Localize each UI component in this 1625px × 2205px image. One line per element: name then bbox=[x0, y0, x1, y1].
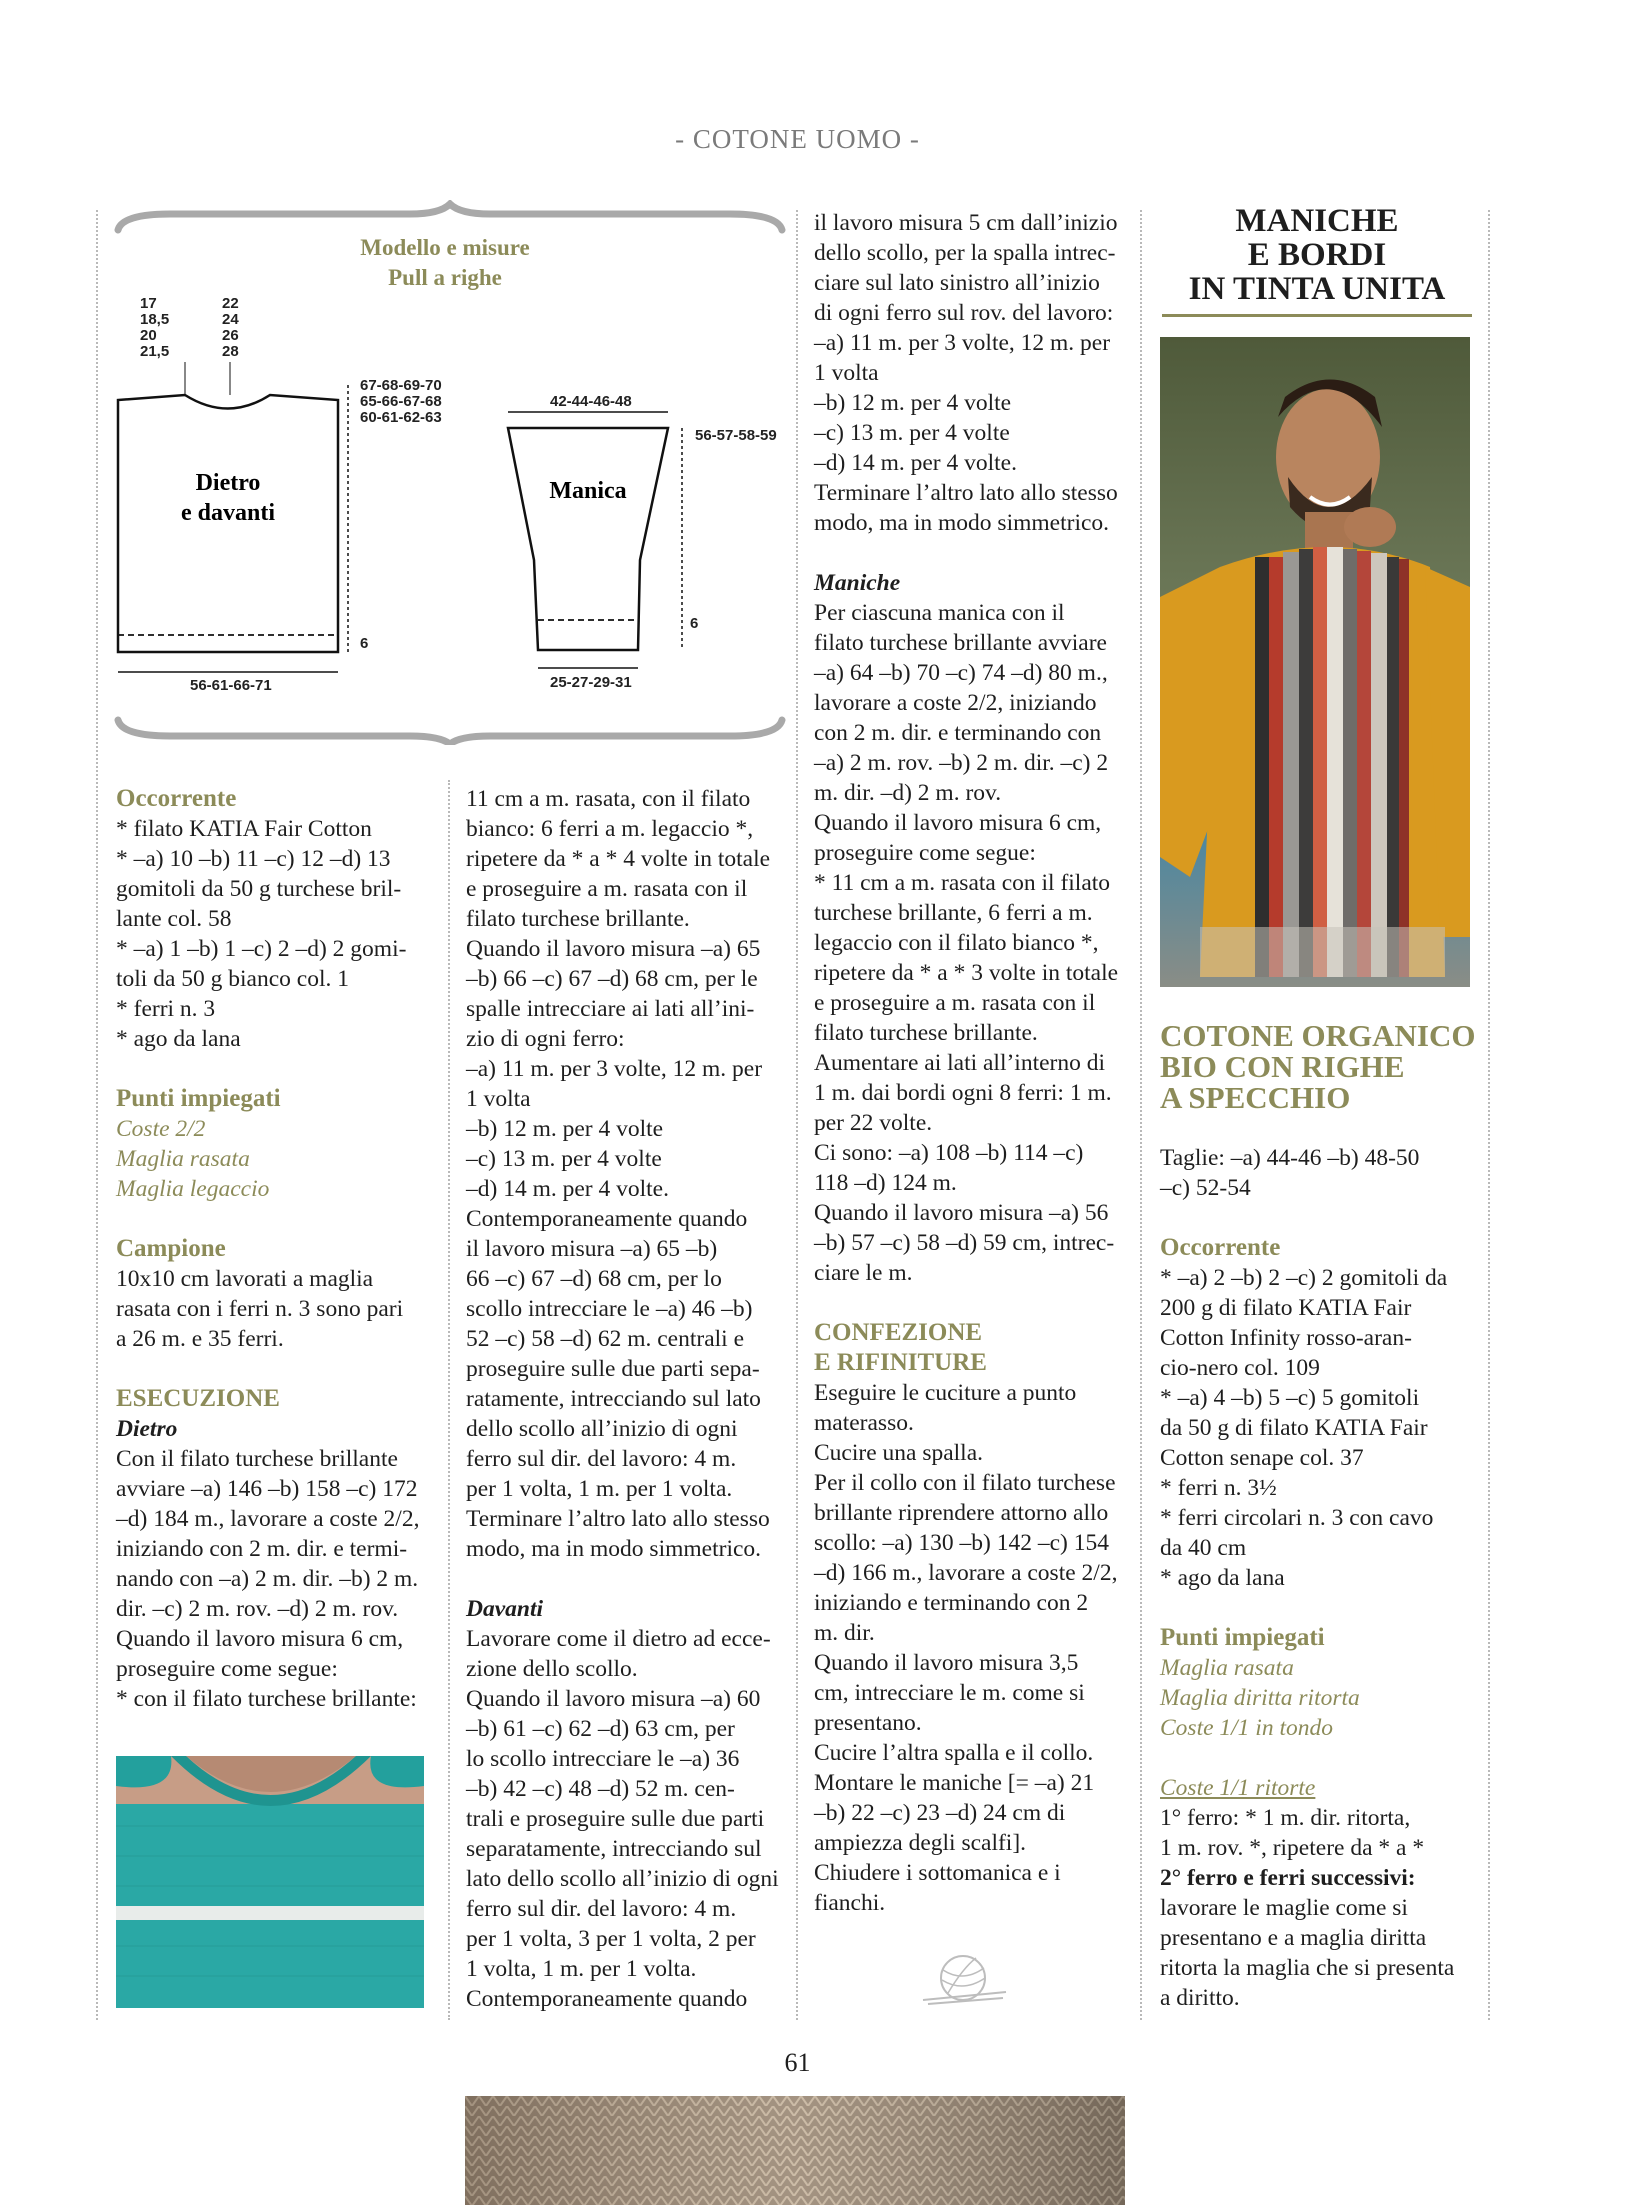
text-line: Maglia rasata bbox=[116, 1146, 250, 1172]
text-line: Punti impiegati bbox=[1160, 1624, 1325, 1651]
text-line: brillante riprendere attorno allo bbox=[814, 1500, 1109, 1526]
text-line: dir. –c) 2 m. rov. –d) 2 m. rov. bbox=[116, 1596, 399, 1622]
text-line: lato dello scollo all’inizio di ogni bbox=[466, 1866, 779, 1892]
text-line: Contemporaneamente quando bbox=[466, 1206, 748, 1232]
text-line: 10x10 cm lavorati a maglia bbox=[116, 1266, 374, 1292]
shoulder-b-4: 28 bbox=[222, 343, 239, 360]
side-title bbox=[1162, 204, 1472, 317]
diagram-bottom-bracket bbox=[118, 720, 782, 744]
text-line: fianchi. bbox=[814, 1890, 886, 1916]
height-measure-1: 67-68-69-70 bbox=[360, 377, 442, 394]
text-line: –b) 57 –c) 58 –d) 59 cm, intrec- bbox=[814, 1230, 1115, 1256]
sleeve-rib-label: 6 bbox=[690, 615, 699, 632]
text-line: Montare le maniche [= –a) 21 bbox=[814, 1770, 1095, 1796]
text-line: * 11 cm a m. rasata con il filato bbox=[814, 870, 1111, 896]
text-line: turchese brillante, 6 ferri a m. bbox=[814, 900, 1093, 926]
text-line: 11 cm a m. rasata, con il filato bbox=[466, 786, 751, 812]
text-line: 200 g di filato KATIA Fair bbox=[1160, 1295, 1412, 1321]
text-line: bianco: 6 ferri a m. legaccio *, bbox=[466, 816, 754, 842]
text-line: Davanti bbox=[466, 1596, 544, 1622]
text-line: rasata con i ferri n. 3 sono pari bbox=[116, 1296, 404, 1322]
text-line: per 1 volta, 1 m. per 1 volta. bbox=[466, 1476, 733, 1502]
text-line: m. dir. –d) 2 m. rov. bbox=[814, 780, 1002, 806]
text-line: Dietro bbox=[116, 1416, 178, 1442]
column-rule-2 bbox=[448, 780, 450, 2020]
body-label-2: e davanti bbox=[180, 500, 276, 526]
body-width-label: 56-61-66-71 bbox=[190, 677, 272, 694]
height-measure-3: 60-61-62-63 bbox=[360, 409, 442, 426]
shoulder-a-4: 21,5 bbox=[140, 343, 170, 360]
text-line: * –a) 4 –b) 5 –c) 5 gomitoli bbox=[1160, 1385, 1420, 1411]
diagram-top-bracket bbox=[118, 204, 782, 230]
text-line bbox=[116, 1054, 436, 1084]
text-line: Chiudere i sottomanica e i bbox=[814, 1860, 1061, 1886]
text-line: 1° ferro: * 1 m. dir. ritorta, bbox=[1160, 1805, 1411, 1831]
text-line: cm, intrecciare le m. come si bbox=[814, 1680, 1085, 1706]
text-line: COTONE ORGANICO bbox=[1160, 1018, 1476, 1053]
text-line: per 22 volte. bbox=[814, 1110, 933, 1136]
text-line: scollo: –a) 130 –b) 142 –c) 154 bbox=[814, 1530, 1110, 1556]
shoulder-b-1: 22 bbox=[222, 295, 239, 312]
text-line: separatamente, intrecciando sul bbox=[466, 1836, 762, 1862]
text-line: dello scollo, per la spalla intrec- bbox=[814, 240, 1116, 266]
text-line: Eseguire le cuciture a punto bbox=[814, 1380, 1077, 1406]
text-line bbox=[116, 1354, 436, 1384]
text-line: ripetere da * a * 3 volte in totale bbox=[814, 960, 1119, 986]
text-line: * –a) 2 –b) 2 –c) 2 gomitoli da bbox=[1160, 1265, 1448, 1291]
text-line: presentano. bbox=[814, 1710, 922, 1736]
text-line: * –a) 1 –b) 1 –c) 2 –d) 2 gomi- bbox=[116, 936, 407, 962]
text-line: iniziando e terminando con 2 bbox=[814, 1590, 1089, 1616]
text-line: spalle intrecciare ai lati all’ini- bbox=[466, 996, 755, 1022]
text-line: Cotton Infinity rosso-aran- bbox=[1160, 1325, 1412, 1351]
text-line: Occorrente bbox=[1160, 1234, 1281, 1261]
diagram-title-1: Modello e misure bbox=[360, 235, 530, 260]
text-line bbox=[1160, 1203, 1480, 1233]
text-line: ESECUZIONE bbox=[116, 1385, 280, 1412]
text-line: trali e proseguire sulle due parti bbox=[466, 1806, 765, 1832]
text-line: 52 –c) 58 –d) 62 m. centrali e bbox=[466, 1326, 744, 1352]
shoulder-a-1: 17 bbox=[140, 295, 157, 312]
shoulder-a-3: 20 bbox=[140, 327, 157, 344]
text-line: Coste 1/1 in tondo bbox=[1160, 1715, 1333, 1741]
text-line: –d) 14 m. per 4 volte. bbox=[466, 1176, 669, 1202]
text-line: 1 m. dai bordi ogni 8 ferri: 1 m. bbox=[814, 1080, 1112, 1106]
text-line: lavorare le maglie come si bbox=[1160, 1895, 1408, 1921]
text-line: gomitoli da 50 g turchese bril- bbox=[116, 876, 402, 902]
text-line: ciare sul lato sinistro all’inizio bbox=[814, 270, 1100, 296]
text-line: Cucire una spalla. bbox=[814, 1440, 984, 1466]
sleeve-piece bbox=[508, 412, 682, 668]
text-line bbox=[116, 1204, 436, 1234]
text-line: dello scollo all’inizio di ogni bbox=[466, 1416, 738, 1442]
text-line: ampiezza degli scalfi]. bbox=[814, 1830, 1027, 1856]
text-line: proseguire come segue: bbox=[116, 1656, 338, 1682]
text-line bbox=[814, 538, 1134, 568]
striped-sweater-photo bbox=[1160, 337, 1470, 987]
text-line: a diritto. bbox=[1160, 1985, 1240, 2011]
text-line: Maglia diritta ritorta bbox=[1160, 1685, 1360, 1711]
text-line: filato turchese brillante. bbox=[466, 906, 690, 932]
text-line: –d) 14 m. per 4 volte. bbox=[814, 450, 1017, 476]
text-line: Per il collo con il filato turchese bbox=[814, 1470, 1116, 1496]
text-line: Terminare l’altro lato allo stesso bbox=[814, 480, 1118, 506]
diagram-title-2: Pull a righe bbox=[388, 265, 502, 290]
text-line: BIO CON RIGHE bbox=[1160, 1049, 1405, 1084]
text-line: Lavorare come il dietro ad ecce- bbox=[466, 1626, 771, 1652]
text-line: * ferri circolari n. 3 con cavo bbox=[1160, 1505, 1434, 1531]
text-line: Campione bbox=[116, 1235, 226, 1262]
text-line: 1 volta bbox=[814, 360, 879, 386]
text-line: E RIFINITURE bbox=[814, 1349, 987, 1376]
page-number: 61 bbox=[784, 2048, 811, 2077]
text-line: 66 –c) 67 –d) 68 cm, per lo bbox=[466, 1266, 722, 1292]
column-rule-4 bbox=[1140, 210, 1142, 2020]
text-line: Maglia legaccio bbox=[116, 1176, 270, 1202]
text-line: –c) 13 m. per 4 volte bbox=[466, 1146, 662, 1172]
text-line: –a) 11 m. per 3 volte, 12 m. per bbox=[466, 1056, 763, 1082]
text-line: * ago da lana bbox=[116, 1026, 241, 1052]
text-line: ritorta la maglia che si presenta bbox=[1160, 1955, 1455, 1981]
text-line: lo scollo intrecciare le –a) 36 bbox=[466, 1746, 740, 1772]
text-line: –a) 2 m. rov. –b) 2 m. dir. –c) 2 bbox=[814, 750, 1109, 776]
text-line: ripetere da * a * 4 volte in totale bbox=[466, 846, 771, 872]
text-line: Maniche bbox=[814, 570, 901, 596]
text-line: avviare –a) 146 –b) 158 –c) 172 bbox=[116, 1476, 418, 1502]
column-1 bbox=[116, 784, 436, 1714]
text-line: 2° ferro e ferri successivi: bbox=[1160, 1865, 1416, 1891]
text-line: lante col. 58 bbox=[116, 906, 232, 932]
text-line: zio di ogni ferro: bbox=[466, 1026, 625, 1052]
text-line: cio-nero col. 109 bbox=[1160, 1355, 1320, 1381]
text-line: filato turchese brillante avviare bbox=[814, 630, 1107, 656]
text-line: –a) 64 –b) 70 –c) 74 –d) 80 m., bbox=[814, 660, 1108, 686]
text-line: per 1 volta, 3 per 1 volta, 2 per bbox=[466, 1926, 756, 1952]
sleeve-cuff-label: 25-27-29-31 bbox=[550, 674, 632, 691]
side-title-line-2: E BORDI bbox=[1247, 237, 1387, 273]
text-line: Quando il lavoro misura –a) 65 bbox=[466, 936, 761, 962]
text-line: Quando il lavoro misura –a) 56 bbox=[814, 1200, 1109, 1226]
side-title-line-3: IN TINTA UNITA bbox=[1188, 271, 1446, 307]
text-line: ferro sul dir. del lavoro: 4 m. bbox=[466, 1446, 737, 1472]
text-line: scollo intrecciare le –a) 46 –b) bbox=[466, 1296, 753, 1322]
text-line: iniziando con 2 m. dir. e termi- bbox=[116, 1536, 408, 1562]
text-line bbox=[1160, 1593, 1480, 1623]
text-line: da 50 g di filato KATIA Fair bbox=[1160, 1415, 1428, 1441]
text-line: Con il filato turchese brillante bbox=[116, 1446, 398, 1472]
text-line bbox=[1160, 1113, 1480, 1143]
text-line: m. dir. bbox=[814, 1620, 875, 1646]
text-line: 118 –d) 124 m. bbox=[814, 1170, 957, 1196]
height-measure-2: 65-66-67-68 bbox=[360, 393, 442, 410]
text-line: ratamente, intrecciando sul lato bbox=[466, 1386, 761, 1412]
text-line: Coste 1/1 ritorte bbox=[1160, 1775, 1316, 1801]
text-line: proseguire come segue: bbox=[814, 840, 1036, 866]
text-line: Cotton senape col. 37 bbox=[1160, 1445, 1364, 1471]
text-line: Quando il lavoro misura –a) 60 bbox=[466, 1686, 761, 1712]
body-rib-label: 6 bbox=[360, 635, 369, 652]
text-line: modo, ma in modo simmetrico. bbox=[466, 1536, 762, 1562]
text-line: –b) 22 –c) 23 –d) 24 cm di bbox=[814, 1800, 1066, 1826]
text-line: filato turchese brillante. bbox=[814, 1020, 1038, 1046]
text-line: zione dello scollo. bbox=[466, 1656, 638, 1682]
text-line: –b) 66 –c) 67 –d) 68 cm, per le bbox=[466, 966, 758, 992]
body-label-1: Dietro bbox=[195, 470, 261, 496]
column-rule-1 bbox=[96, 210, 98, 2020]
text-line: –c) 52-54 bbox=[1160, 1175, 1251, 1201]
text-line: –b) 12 m. per 4 volte bbox=[466, 1116, 664, 1142]
text-line: da 40 cm bbox=[1160, 1535, 1247, 1561]
text-line: * ago da lana bbox=[1160, 1565, 1285, 1591]
turquoise-sweater-photo bbox=[116, 1756, 424, 2008]
text-line: * ferri n. 3 bbox=[116, 996, 216, 1022]
text-line: Occorrente bbox=[116, 785, 237, 812]
text-line: –b) 42 –c) 48 –d) 52 m. cen- bbox=[466, 1776, 735, 1802]
text-line: ferro sul dir. del lavoro: 4 m. bbox=[466, 1896, 737, 1922]
text-line: Quando il lavoro misura 3,5 bbox=[814, 1650, 1079, 1676]
shoulder-b-2: 24 bbox=[222, 311, 239, 328]
text-line: A SPECCHIO bbox=[1160, 1080, 1351, 1115]
text-line: nando con –a) 2 m. dir. –b) 2 m. bbox=[116, 1566, 419, 1592]
text-line: con 2 m. dir. e terminando con bbox=[814, 720, 1102, 746]
shoulder-b-3: 26 bbox=[222, 327, 239, 344]
side-title-line-1: MANICHE bbox=[1235, 203, 1399, 239]
column-rule-5 bbox=[1488, 210, 1490, 2020]
shoulder-a-2: 18,5 bbox=[140, 311, 170, 328]
text-line: –d) 184 m., lavorare a coste 2/2, bbox=[116, 1506, 420, 1532]
column-rule-3 bbox=[796, 210, 798, 2020]
column-3 bbox=[814, 208, 1134, 1918]
text-line: legaccio con il filato bianco *, bbox=[814, 930, 1099, 956]
text-line: Aumentare ai lati all’interno di bbox=[814, 1050, 1106, 1076]
text-line: Per ciascuna manica con il bbox=[814, 600, 1065, 626]
text-line: –d) 166 m., lavorare a coste 2/2, bbox=[814, 1560, 1118, 1586]
text-line: ciare le m. bbox=[814, 1260, 913, 1286]
sleeve-label: Manica bbox=[549, 478, 627, 504]
text-line: Taglie: –a) 44-46 –b) 48-50 bbox=[1160, 1145, 1420, 1171]
text-line: toli da 50 g bianco col. 1 bbox=[116, 966, 349, 992]
text-line: presentano e a maglia diritta bbox=[1160, 1925, 1427, 1951]
text-line: 1 m. rov. *, ripetere da * a * bbox=[1160, 1835, 1425, 1861]
text-line: lavorare a coste 2/2, iniziando bbox=[814, 690, 1097, 716]
text-line: proseguire sulle due parti sepa- bbox=[466, 1356, 760, 1382]
text-line: 1 volta bbox=[466, 1086, 531, 1112]
text-line: Punti impiegati bbox=[116, 1085, 281, 1112]
text-line: * filato KATIA Fair Cotton bbox=[116, 816, 372, 842]
text-line: Cucire l’altra spalla e il collo. bbox=[814, 1740, 1094, 1766]
text-line: * ferri n. 3½ bbox=[1160, 1475, 1277, 1501]
text-line: –a) 11 m. per 3 volte, 12 m. per bbox=[814, 330, 1111, 356]
yarn-ball-icon bbox=[918, 1948, 1008, 2008]
text-line: –b) 61 –c) 62 –d) 63 cm, per bbox=[466, 1716, 735, 1742]
text-line: modo, ma in modo simmetrico. bbox=[814, 510, 1110, 536]
text-line: –c) 13 m. per 4 volte bbox=[814, 420, 1010, 446]
text-line: Coste 2/2 bbox=[116, 1116, 206, 1142]
text-line: a 26 m. e 35 ferri. bbox=[116, 1326, 284, 1352]
text-line bbox=[1160, 1743, 1480, 1773]
page-header: - COTONE UOMO - bbox=[675, 124, 920, 154]
text-line: Contemporaneamente quando bbox=[466, 1986, 748, 2012]
text-line: CONFEZIONE bbox=[814, 1319, 983, 1346]
text-line: Terminare l’altro lato allo stesso bbox=[466, 1506, 770, 1532]
text-line bbox=[466, 1564, 786, 1594]
text-line: il lavoro misura 5 cm dall’inizio bbox=[814, 210, 1118, 236]
column-2 bbox=[466, 784, 786, 2014]
text-line: * con il filato turchese brillante: bbox=[116, 1686, 417, 1712]
text-line: Quando il lavoro misura 6 cm, bbox=[814, 810, 1102, 836]
knit-texture-photo bbox=[465, 2096, 1125, 2205]
pattern-diagram bbox=[110, 200, 790, 745]
text-line: Quando il lavoro misura 6 cm, bbox=[116, 1626, 404, 1652]
text-line: –b) 12 m. per 4 volte bbox=[814, 390, 1012, 416]
text-line: * –a) 10 –b) 11 –c) 12 –d) 13 bbox=[116, 846, 391, 872]
text-line: di ogni ferro sul rov. del lavoro: bbox=[814, 300, 1114, 326]
text-line: 1 volta, 1 m. per 1 volta. bbox=[466, 1956, 697, 1982]
sleeve-length-label: 56-57-58-59 bbox=[695, 427, 777, 444]
text-line: e proseguire a m. rasata con il bbox=[814, 990, 1096, 1016]
column-4 bbox=[1160, 1020, 1480, 2013]
text-line: e proseguire a m. rasata con il bbox=[466, 876, 748, 902]
text-line bbox=[814, 1288, 1134, 1318]
text-line: materasso. bbox=[814, 1410, 914, 1436]
text-line: Ci sono: –a) 108 –b) 114 –c) bbox=[814, 1140, 1084, 1166]
sleeve-top-label: 42-44-46-48 bbox=[550, 393, 632, 410]
text-line: il lavoro misura –a) 65 –b) bbox=[466, 1236, 718, 1262]
text-line: Maglia rasata bbox=[1160, 1655, 1294, 1681]
